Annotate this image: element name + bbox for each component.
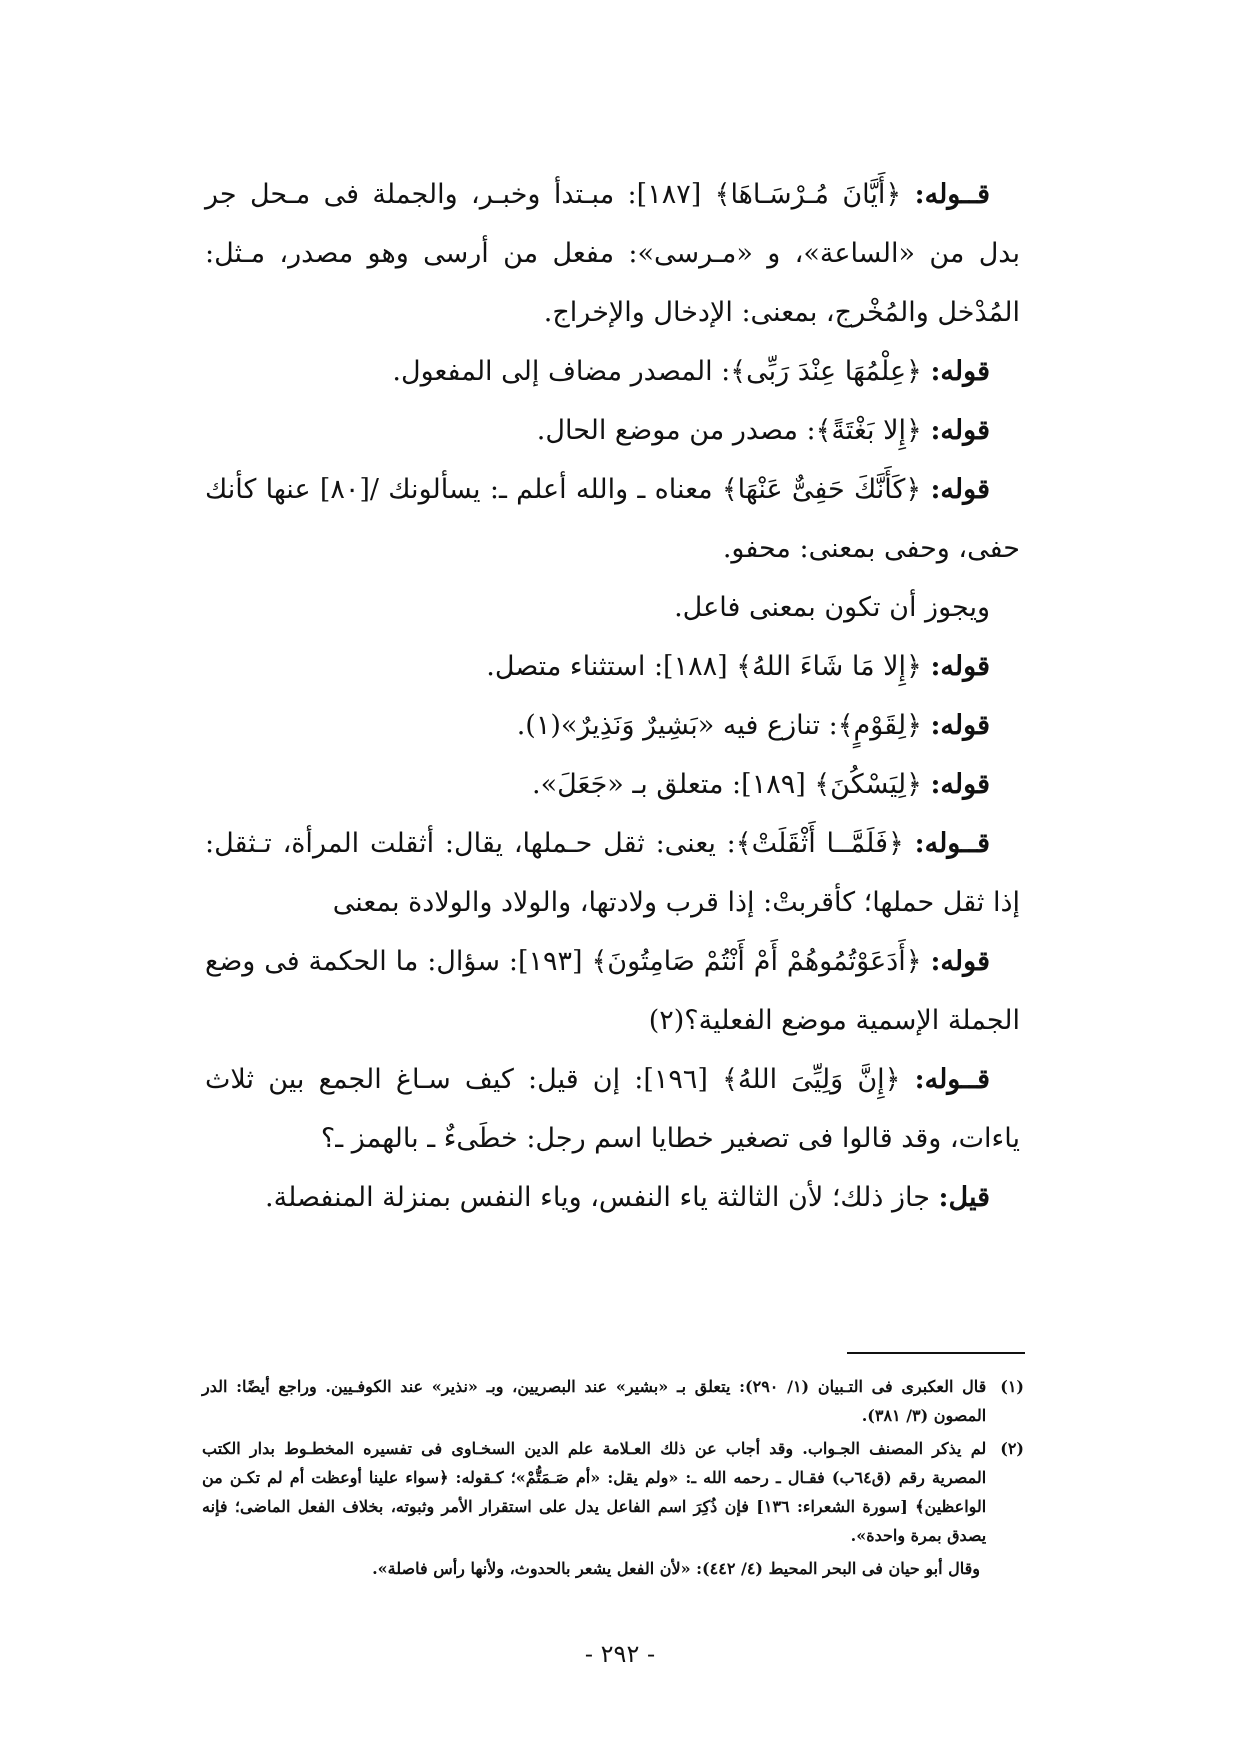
footnote-number: (١) — [1000, 1377, 1024, 1396]
paragraph-6 — [205, 637, 1020, 696]
paragraph-label: قوله: — [930, 769, 990, 800]
page-number: - ٢٩٢ - — [584, 1640, 656, 1668]
paragraph-1 — [205, 165, 1020, 342]
paragraph-body: ﴿إِلا بَغْتَةً﴾: مصدر من موضع الحال. — [536, 415, 931, 446]
paragraph-body: ﴿كَأَنَّكَ حَفِىٌّ عَنْهَا﴾ معناه ـ والله أعلم ـ: يسألونك /[٨٠] عنها كأنك حفى، وحفى بمعنى: محفو. — [205, 474, 1020, 564]
paragraph-5 — [205, 578, 1020, 637]
paragraph-body: جاز ذلك؛ لأن الثالثة ياء النفس، وياء النفس بمنزلة المنفصلة. — [265, 1182, 939, 1213]
paragraph-body: ﴿فَلَمَّــا أَثْقَلَتْ﴾: يعنى: ثقل حـملها، يقال: أثقلت المرأة، تـثقل: إذا ثقل حملها؛ كأقربتْ: إذا قرب ولادتها، والولاد والولادة بمعنى — [205, 828, 1020, 918]
paragraph-label: قــوله: — [914, 828, 990, 859]
footnote-text: لم يذكر المصنف الجـواب. وقد أجاب عن ذلك العـلامة علم الدين السخـاوى فى تفسيره المخطـوط بدار الكتب المصرية رقم (ق٦٤ب) فقـال ـ رحمه الله ـ: «ولم يقل: «أم صَـمَتُّمْ»؛ كـقوله: ﴿سواء علينا أوعظت أم لم تكـن من الواعظين﴾ [سورة الشعراء: ١٣٦] فإن ذُكِرَ اسم الفاعل يدل على استقرار الأمر وثبوته، بخلاف الفعل الماضى؛ فإنه يصدق بمرة واحدة». — [202, 1439, 987, 1545]
paragraph-label: قوله: — [930, 651, 990, 682]
paragraph-3 — [205, 401, 1020, 460]
paragraph-body: ﴿لِقَوْمٍ﴾: تنازع فيه «بَشِيرٌ وَنَذِيرٌ»(١). — [516, 710, 931, 741]
paragraph-11 — [205, 1050, 1020, 1168]
paragraph-2 — [205, 342, 1020, 401]
paragraph-10 — [205, 932, 1020, 1050]
footnote-text: قال العكبرى فى التـبيان (١/ ٢٩٠): يتعلق بـ «بشير» عند البصريين، وبـ «نذير» عند الكوفـيين. وراجع أيضًا: الدر المصون (٣/ ٣٨١). — [202, 1377, 987, 1425]
paragraph-label: قوله: — [930, 356, 990, 387]
paragraph-label: قوله: — [930, 415, 990, 446]
paragraph-body: ﴿أَدَعَوْتُمُوهُمْ أَمْ أَنْتُمْ صَامِتُونَ﴾ [١٩٣]: سؤال: ما الحكمة فى وضع الجملة الإسمية موضع الفعلية؟(٢) — [205, 946, 1020, 1036]
paragraph-body: ﴿لِيَسْكُنَ﴾ [١٨٩]: متعلق بـ «جَعَلَ». — [532, 769, 931, 800]
footnote-divider — [847, 1352, 1025, 1354]
paragraph-4 — [205, 460, 1020, 578]
footnote-number: (٢) — [1000, 1439, 1024, 1458]
paragraph-body: ﴿إِلا مَا شَاءَ اللهُ﴾ [١٨٨]: استثناء متصل. — [486, 651, 931, 682]
footnote-2 — [202, 1434, 1024, 1550]
paragraph-body: ويجوز أن تكون بمعنى فاعل. — [674, 592, 990, 623]
paragraph-label: قوله: — [930, 710, 990, 741]
paragraph-12 — [205, 1168, 1020, 1227]
footnotes — [202, 1372, 1024, 1583]
paragraph-body: ﴿عِلْمُهَا عِنْدَ رَبِّى﴾: المصدر مضاف إلى المفعول. — [392, 356, 931, 387]
paragraph-9 — [205, 814, 1020, 932]
paragraph-label: قيل: — [938, 1182, 990, 1213]
paragraph-label: قــوله: — [914, 1064, 990, 1095]
footnote-2-continuation: وقال أبو حيان فى البحر المحيط (٤/ ٤٤٢): «لأن الفعل يشعر بالحدوث، ولأنها رأس فاصلة». — [372, 1559, 980, 1578]
footnote-1 — [202, 1372, 1024, 1430]
paragraph-label: قــوله: — [914, 179, 990, 210]
paragraph-body: ﴿إِنَّ وَلِيِّىَ اللهُ﴾ [١٩٦]: إن قيل: كيف سـاغ الجمع بين ثلاث ياءات، وقد قالوا فى تصغير خطايا اسم رجل: خطَىءٌ ـ بالهمز ـ؟ — [205, 1064, 1020, 1154]
paragraph-label: قوله: — [930, 474, 990, 505]
paragraph-body: ﴿أَيَّانَ مُـرْسَـاهَا﴾ [١٨٧]: مبـتدأ وخبـر، والجملة فى مـحل جر بدل من «الساعة»، و «مـرسى»: مفعل من أرسى وهو مصدر، مـثل: المُدْخل والمُخْرج، بمعنى: الإدخال والإخراج. — [205, 179, 1020, 328]
paragraph-7 — [205, 696, 1020, 755]
paragraph-label: قوله: — [930, 946, 990, 977]
main-text — [205, 165, 1020, 1227]
paragraph-8 — [205, 755, 1020, 814]
